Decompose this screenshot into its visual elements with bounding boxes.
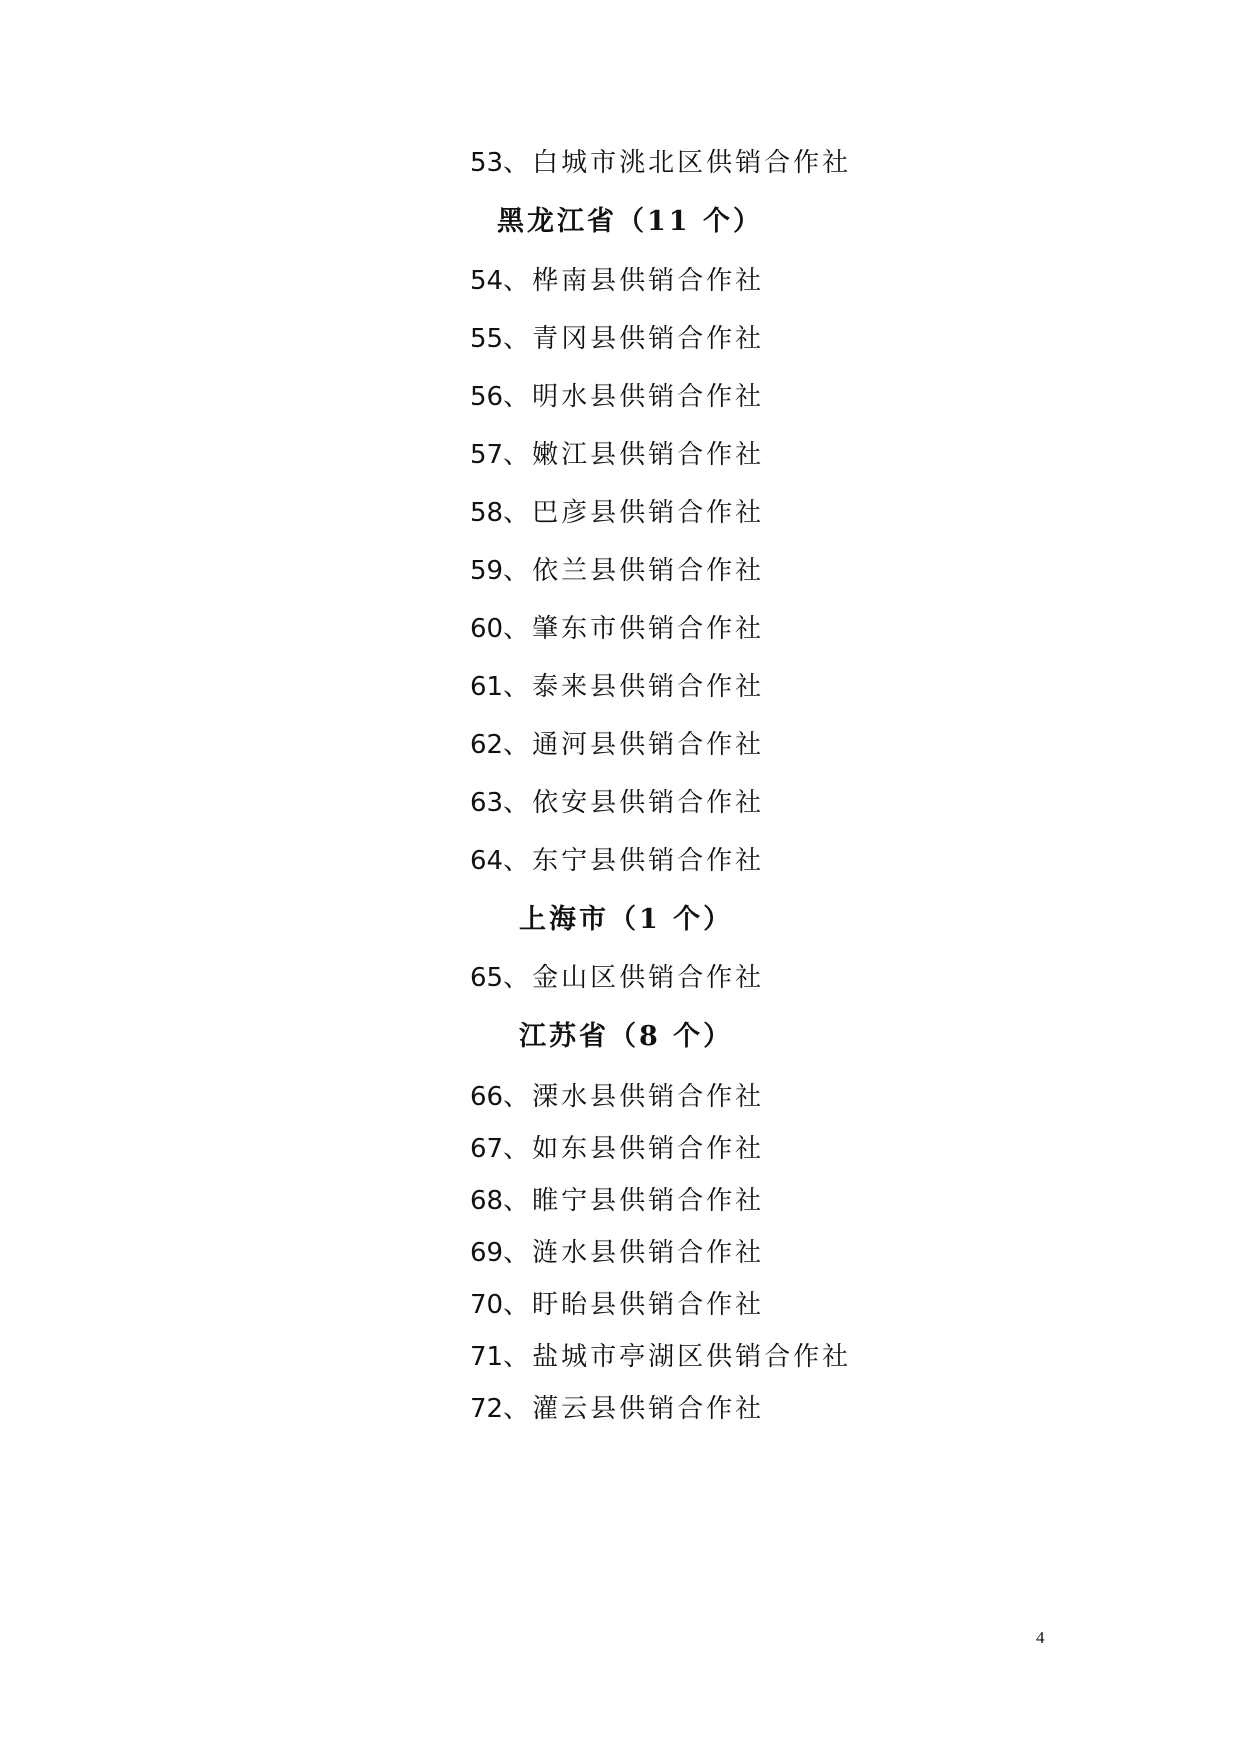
item-number: 63 [470, 788, 504, 818]
item-separator: 、 [503, 1238, 533, 1268]
item-name: 肇东市供销合作社 [532, 614, 765, 644]
item-number: 65 [470, 963, 504, 993]
item-number: 53 [470, 148, 504, 178]
item-separator: 、 [503, 266, 533, 296]
item-name: 依兰县供销合作社 [532, 556, 765, 586]
item-separator: 、 [503, 846, 533, 876]
item-separator: 、 [503, 498, 533, 528]
list-item [470, 1340, 851, 1374]
item-number: 55 [470, 324, 504, 354]
item-separator: 、 [503, 1186, 533, 1216]
item-name: 灌云县供销合作社 [532, 1394, 765, 1424]
item-separator: 、 [503, 148, 533, 178]
item-separator: 、 [503, 788, 533, 818]
item-name: 盱眙县供销合作社 [532, 1290, 765, 1320]
list-item [470, 322, 764, 356]
item-name: 泰来县供销合作社 [532, 672, 765, 702]
item-separator: 、 [503, 730, 533, 760]
item-separator: 、 [503, 556, 533, 586]
list-item [470, 612, 764, 646]
list-item [470, 1392, 764, 1426]
item-name: 白城市洮北区供销合作社 [532, 148, 852, 178]
list-item [470, 1080, 764, 1114]
item-name: 巴彦县供销合作社 [532, 498, 765, 528]
item-name: 依安县供销合作社 [532, 788, 765, 818]
section-heading-jiangsu: 江苏省（8 个） [519, 1021, 734, 1052]
item-separator: 、 [503, 1342, 533, 1372]
item-separator: 、 [503, 1134, 533, 1164]
item-number: 70 [470, 1290, 504, 1320]
list-item [470, 1184, 764, 1218]
item-number: 64 [470, 846, 504, 876]
item-name: 青冈县供销合作社 [532, 324, 765, 354]
list-item [470, 554, 764, 588]
item-separator: 、 [503, 614, 533, 644]
item-name: 溧水县供销合作社 [532, 1082, 765, 1112]
item-separator: 、 [503, 1290, 533, 1320]
item-number: 66 [470, 1082, 504, 1112]
item-name: 嫩江县供销合作社 [532, 440, 765, 470]
list-item [470, 961, 764, 995]
item-number: 57 [470, 440, 504, 470]
list-item [470, 1132, 764, 1166]
item-number: 71 [470, 1342, 504, 1372]
list-item [470, 438, 764, 472]
section-heading-heilongjiang: 黑龙江省（11 个） [497, 206, 763, 237]
item-number: 54 [470, 266, 504, 296]
list-item [470, 786, 764, 820]
item-number: 72 [470, 1394, 504, 1424]
list-item [470, 1236, 764, 1270]
list-item [470, 670, 764, 704]
item-separator: 、 [503, 672, 533, 702]
item-name: 睢宁县供销合作社 [532, 1186, 765, 1216]
item-separator: 、 [503, 382, 533, 412]
item-number: 56 [470, 382, 504, 412]
item-separator: 、 [503, 963, 533, 993]
list-item [470, 1288, 764, 1322]
item-number: 62 [470, 730, 504, 760]
list-item [470, 146, 851, 180]
item-number: 67 [470, 1134, 504, 1164]
item-name: 明水县供销合作社 [532, 382, 765, 412]
section-heading-shanghai: 上海市（1 个） [519, 904, 734, 935]
item-number: 61 [470, 672, 504, 702]
item-number: 59 [470, 556, 504, 586]
item-separator: 、 [503, 1394, 533, 1424]
item-number: 69 [470, 1238, 504, 1268]
item-name: 桦南县供销合作社 [532, 266, 765, 296]
item-name: 如东县供销合作社 [532, 1134, 765, 1164]
list-item [470, 728, 764, 762]
item-number: 60 [470, 614, 504, 644]
item-name: 涟水县供销合作社 [532, 1238, 765, 1268]
item-separator: 、 [503, 440, 533, 470]
item-number: 58 [470, 498, 504, 528]
list-item [470, 496, 764, 530]
page-number: 4 [1036, 1628, 1045, 1647]
item-name: 通河县供销合作社 [532, 730, 765, 760]
item-name: 盐城市亭湖区供销合作社 [532, 1342, 852, 1372]
item-name: 金山区供销合作社 [532, 963, 765, 993]
item-number: 68 [470, 1186, 504, 1216]
list-item [470, 844, 764, 878]
item-name: 东宁县供销合作社 [532, 846, 765, 876]
list-item [470, 380, 764, 414]
list-item [470, 264, 764, 298]
item-separator: 、 [503, 1082, 533, 1112]
item-separator: 、 [503, 324, 533, 354]
